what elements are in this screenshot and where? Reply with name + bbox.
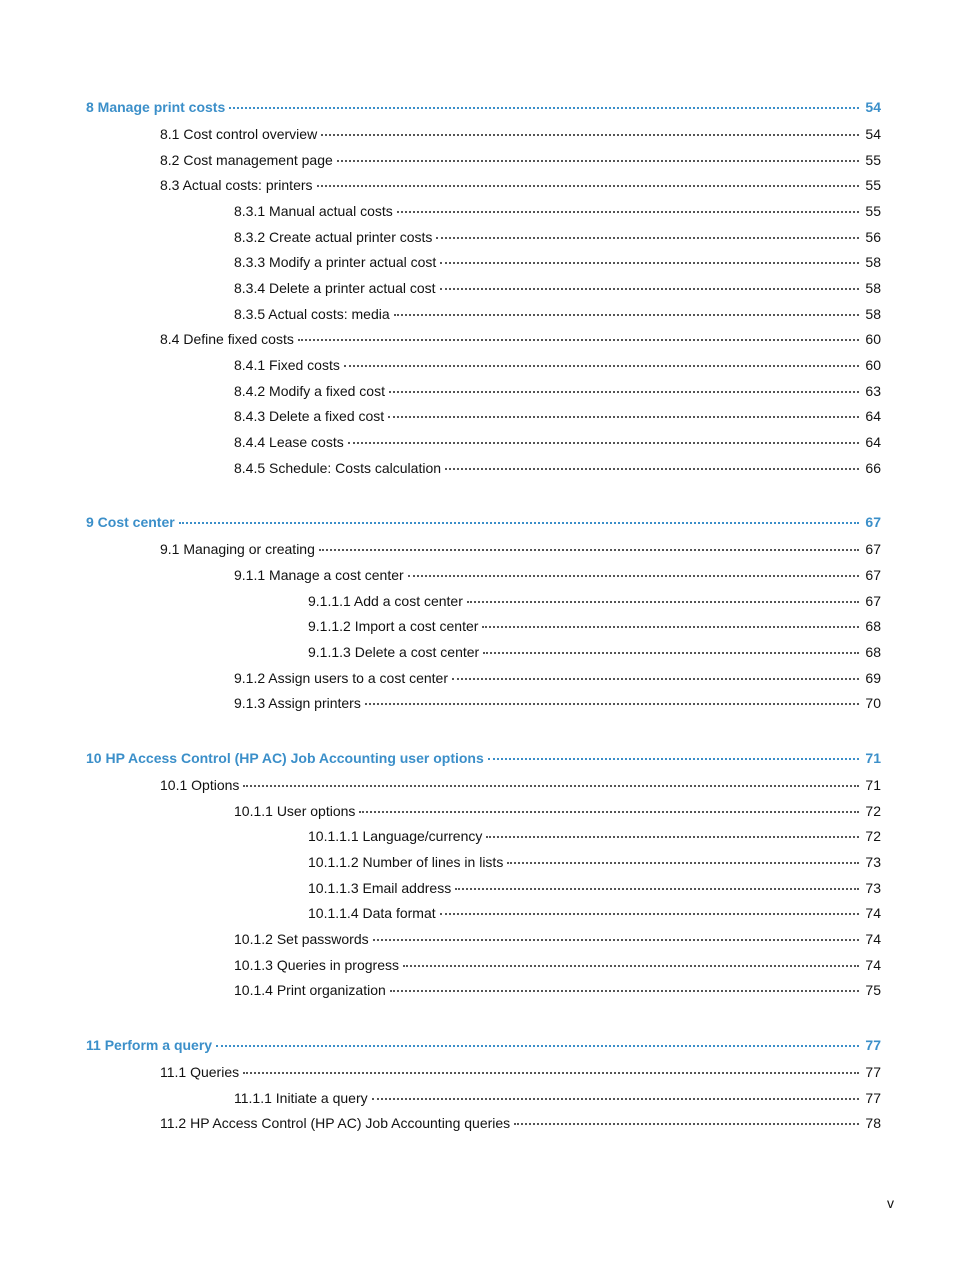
toc-entry-title: 9.1 Managing or creating [160, 541, 315, 557]
dot-leader [436, 225, 859, 239]
toc-page-number: 58 [865, 254, 881, 270]
toc-entry[interactable] [160, 176, 881, 194]
toc-page-number: 58 [865, 280, 881, 296]
toc-entry-title: 11 Perform a query [86, 1037, 213, 1053]
toc-entry-title: 9.1.3 Assign printers [234, 695, 361, 711]
dot-leader [452, 666, 859, 680]
toc-entry[interactable] [160, 776, 881, 794]
dot-leader [317, 173, 859, 187]
dot-leader [445, 456, 859, 470]
toc-page-number: 71 [865, 750, 881, 766]
toc-page-number: 77 [865, 1064, 881, 1080]
toc-page-number: 78 [865, 1115, 881, 1131]
toc-entry[interactable] [234, 253, 881, 271]
dot-leader [337, 148, 859, 162]
dot-leader [455, 876, 859, 890]
toc-page-number: 74 [865, 931, 881, 947]
dot-leader [359, 799, 859, 813]
toc-page-number: 77 [865, 1090, 881, 1106]
toc-entry-title: 8.4.1 Fixed costs [234, 357, 340, 373]
toc-entry[interactable] [234, 930, 881, 948]
toc-entry[interactable] [308, 592, 881, 610]
toc-page-number: 58 [865, 306, 881, 322]
toc-entry[interactable] [308, 879, 881, 897]
toc-page-number: 56 [865, 229, 881, 245]
toc-entry[interactable] [234, 956, 881, 974]
toc-entry-title: 10.1.1 User options [234, 803, 356, 819]
toc-page-number: 77 [865, 1037, 881, 1053]
toc-page-number: 75 [865, 982, 881, 998]
toc-entry[interactable] [308, 643, 881, 661]
dot-leader [243, 1060, 859, 1074]
toc-page-number: 73 [865, 880, 881, 896]
toc-entry[interactable] [308, 617, 881, 635]
toc-page-number: 70 [865, 695, 881, 711]
dot-leader [321, 122, 859, 136]
toc-entry[interactable] [308, 853, 881, 871]
toc-page-number: 60 [865, 331, 881, 347]
toc-entry[interactable] [234, 566, 881, 584]
dot-leader [486, 824, 859, 838]
dot-leader [440, 901, 859, 915]
toc-page-number: 72 [865, 803, 881, 819]
toc-chapter-10[interactable] [86, 749, 881, 767]
dot-leader [319, 537, 859, 551]
toc-entry-title: 8.3.4 Delete a printer actual cost [234, 280, 436, 296]
toc-page-number: 66 [865, 460, 881, 476]
toc-page-number: 67 [865, 514, 881, 530]
dot-leader [365, 691, 859, 705]
toc-entry-title: 10.1.1.4 Data format [308, 905, 436, 921]
toc-entry[interactable] [160, 151, 881, 169]
toc-entry-title: 9.1.2 Assign users to a cost center [234, 670, 449, 686]
toc-entry-title: 8.4.4 Lease costs [234, 434, 344, 450]
toc-entry[interactable] [234, 228, 881, 246]
toc-entry-title: 9.1.1 Manage a cost center [234, 567, 404, 583]
toc-entry-title: 8.2 Cost management page [160, 152, 333, 168]
toc-entry[interactable] [234, 202, 881, 220]
toc-entry[interactable] [160, 1114, 881, 1132]
toc-entry[interactable] [234, 433, 881, 451]
toc-page-number: 64 [865, 408, 881, 424]
toc-entry-title: 8.3.5 Actual costs: media [234, 306, 390, 322]
toc-entry-title: 10.1.2 Set passwords [234, 931, 369, 947]
toc-page-number: 67 [865, 593, 881, 609]
dot-leader [483, 640, 859, 654]
dot-leader [390, 978, 859, 992]
dot-leader [488, 746, 859, 760]
dot-leader [507, 850, 859, 864]
toc-entry-title: 8 Manage print costs [86, 99, 226, 115]
toc-page-number: 68 [865, 644, 881, 660]
toc-chapter-9[interactable] [86, 513, 881, 531]
toc-entry-title: 11.1 Queries [160, 1064, 240, 1080]
toc-page-number: 54 [865, 126, 881, 142]
toc-entry[interactable] [234, 382, 881, 400]
dot-leader [394, 302, 859, 316]
toc-entry[interactable] [234, 305, 881, 323]
toc-entry-title: 11.1.1 Initiate a query [234, 1090, 368, 1106]
toc-entry[interactable] [234, 981, 881, 999]
toc-page-number: 63 [865, 383, 881, 399]
dot-leader [373, 927, 859, 941]
toc-page-number: 74 [865, 957, 881, 973]
toc-page-number: 55 [865, 177, 881, 193]
page-folio: v [887, 1195, 894, 1211]
toc-entry-title: 8.4.2 Modify a fixed cost [234, 383, 385, 399]
dot-leader [229, 95, 859, 109]
dot-leader [298, 327, 859, 341]
toc-entry-title: 10.1.3 Queries in progress [234, 957, 399, 973]
toc-entry-title: 11.2 HP Access Control (HP AC) Job Accounting queries [160, 1115, 511, 1131]
dot-leader [348, 430, 859, 444]
toc-page-number: 67 [865, 567, 881, 583]
toc-entry[interactable] [308, 904, 881, 922]
toc-entry-title: 8.3.3 Modify a printer actual cost [234, 254, 437, 270]
toc-entry-title: 8.4.3 Delete a fixed cost [234, 408, 385, 424]
dot-leader [403, 953, 859, 967]
toc-entry-title: 9.1.1.2 Import a cost center [308, 618, 479, 634]
toc-page-number: 67 [865, 541, 881, 557]
dot-leader [397, 199, 859, 213]
toc-entry[interactable] [160, 540, 881, 558]
toc-entry-title: 10.1.1.3 Email address [308, 880, 452, 896]
toc-entry-title: 10.1.1.1 Language/currency [308, 828, 483, 844]
toc-page-number: 55 [865, 152, 881, 168]
toc-entry[interactable] [234, 459, 881, 477]
toc-page-number: 55 [865, 203, 881, 219]
toc-entry[interactable] [234, 279, 881, 297]
toc-entry[interactable] [234, 356, 881, 374]
toc-page-number: 71 [865, 777, 881, 793]
toc-entry[interactable] [234, 1089, 881, 1107]
toc-entry-title: 10.1.4 Print organization [234, 982, 386, 998]
toc-entry-title: 10.1 Options [160, 777, 240, 793]
toc-entry[interactable] [234, 694, 881, 712]
toc-page-number: 73 [865, 854, 881, 870]
toc-entry-title: 9.1.1.3 Delete a cost center [308, 644, 480, 660]
toc-entry-title: 10 HP Access Control (HP AC) Job Accounting user options [86, 750, 484, 766]
dot-leader [408, 563, 859, 577]
dot-leader [179, 510, 859, 524]
dot-leader [344, 353, 859, 367]
dot-leader [514, 1111, 859, 1125]
toc-entry-title: 8.3.2 Create actual printer costs [234, 229, 433, 245]
toc-page-number: 60 [865, 357, 881, 373]
toc-page-number: 68 [865, 618, 881, 634]
dot-leader [482, 614, 859, 628]
dot-leader [389, 379, 859, 393]
toc-entry[interactable] [234, 669, 881, 687]
toc-page-number: 69 [865, 670, 881, 686]
toc-entry-title: 8.4.5 Schedule: Costs calculation [234, 460, 442, 476]
toc-entry-title: 8.3 Actual costs: printers [160, 177, 313, 193]
toc-page-number: 72 [865, 828, 881, 844]
toc-entry-title: 8.1 Cost control overview [160, 126, 318, 142]
toc-chapter-8[interactable] [86, 98, 881, 116]
toc-entry[interactable] [234, 802, 881, 820]
toc-entry[interactable] [160, 1063, 881, 1081]
toc-entry-title: 9.1.1.1 Add a cost center [308, 593, 463, 609]
toc-entry[interactable] [234, 407, 881, 425]
toc-page-number: 64 [865, 434, 881, 450]
toc-entry-title: 8.3.1 Manual actual costs [234, 203, 393, 219]
dot-leader [388, 404, 859, 418]
toc-page-number: 54 [865, 99, 881, 115]
toc-entry-title: 10.1.1.2 Number of lines in lists [308, 854, 504, 870]
toc-page-number: 74 [865, 905, 881, 921]
toc-entry[interactable] [160, 330, 881, 348]
dot-leader [372, 1086, 859, 1100]
dot-leader [243, 773, 859, 787]
toc-entry-title: 9 Cost center [86, 514, 175, 530]
toc-entry-title: 8.4 Define fixed costs [160, 331, 294, 347]
dot-leader [467, 589, 859, 603]
toc-entry[interactable] [160, 125, 881, 143]
dot-leader [440, 276, 859, 290]
toc-chapter-11[interactable] [86, 1036, 881, 1054]
dot-leader [216, 1033, 859, 1047]
dot-leader [440, 250, 859, 264]
toc-entry[interactable] [308, 827, 881, 845]
